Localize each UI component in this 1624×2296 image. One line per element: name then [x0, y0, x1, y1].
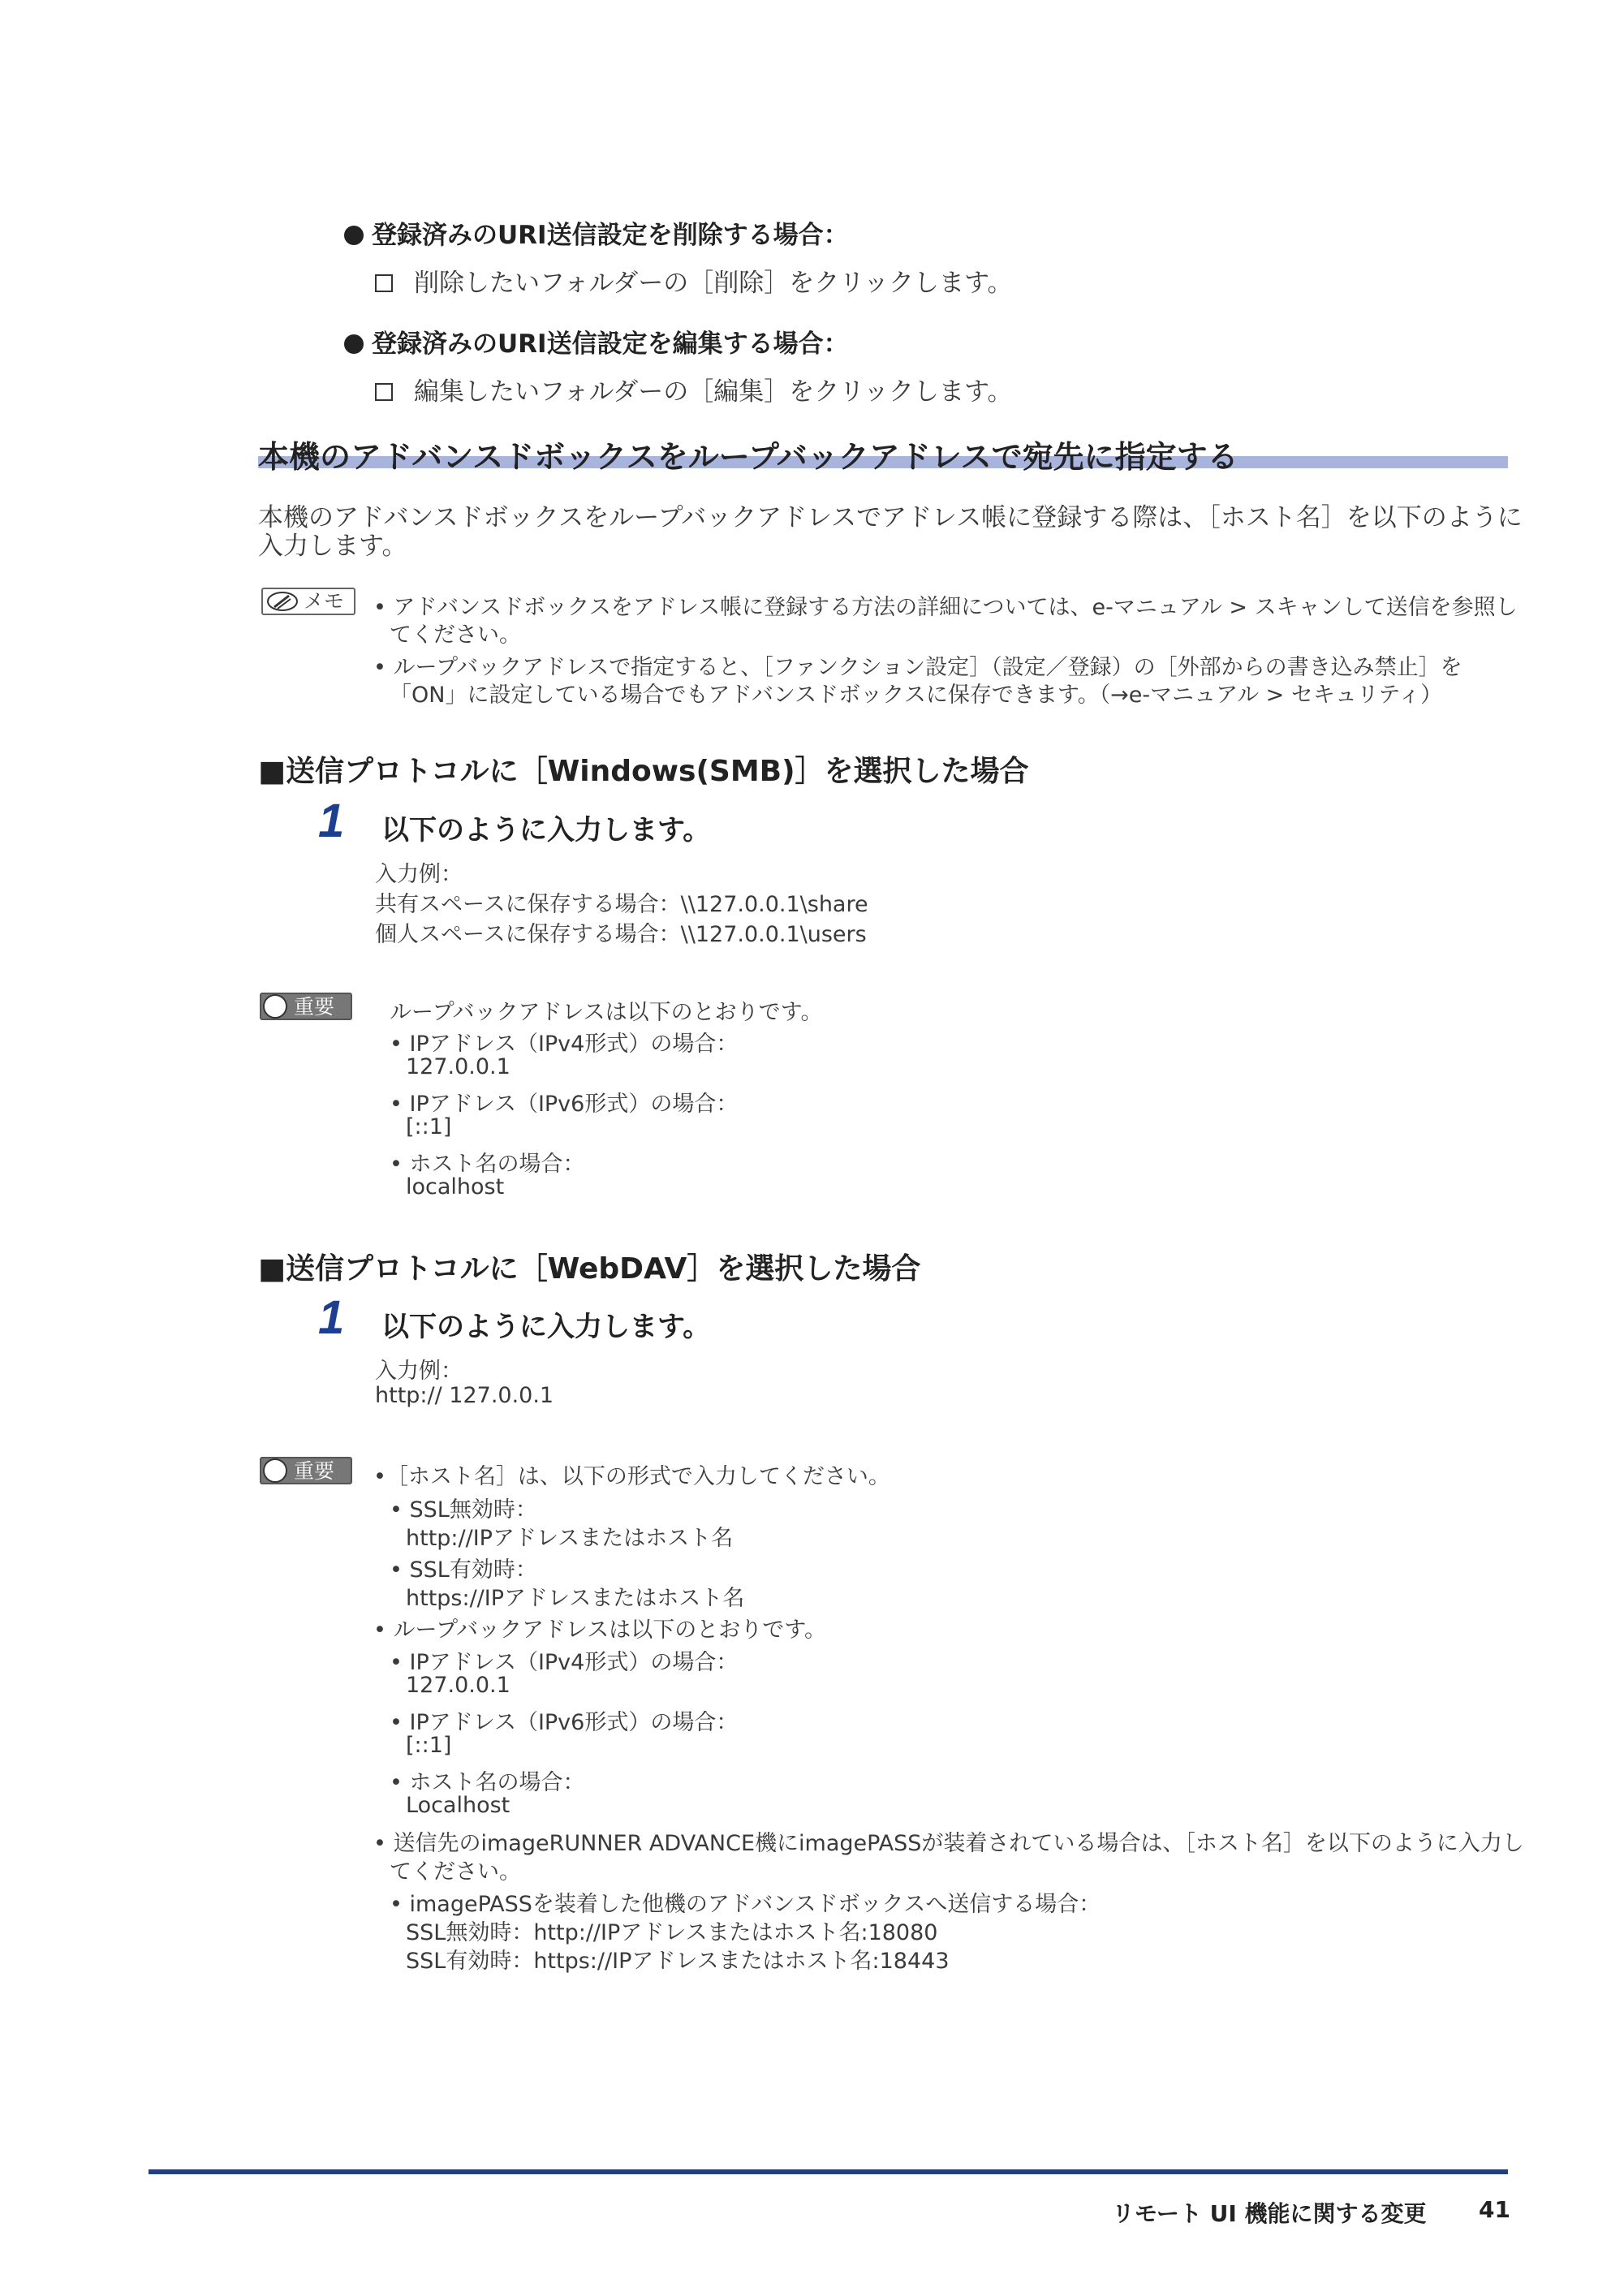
checkbox-square-icon [375, 274, 393, 292]
smb-step-text: 以下のように入力します。 [381, 814, 711, 846]
webdav-example-value: http:// 127.0.0.1 [375, 1383, 554, 1408]
smb-example-shared: 共有スペースに保存する場合：\\127.0.0.1\share [375, 892, 868, 917]
footer-rule [149, 2169, 1508, 2174]
smb-important-host-label: • ホスト名の場合： [390, 1152, 585, 1177]
webdav-imagepass-line-2: てください。 [390, 1859, 521, 1885]
webdav-loop-ipv6-label: • IPアドレス（IPv6形式）の場合： [390, 1710, 739, 1735]
checkbox-square-icon [375, 383, 393, 401]
memo-item-1-line-1: • アドバンスドボックスをアドレス帳に登録する方法の詳細については、e-マニュアル > スキャンして送信を参照し [373, 595, 1518, 620]
webdav-imagepass-line-1: • 送信先のimageRUNNER ADVANCE機にimagePASSが装着されている場合は、［ホスト名］を以下のように入力し [373, 1831, 1524, 1856]
footer-page-number: 41 [1479, 2196, 1510, 2223]
smb-important-host-value: localhost [406, 1174, 505, 1200]
webdav-ssl-off-value: http://IPアドレスまたはホスト名 [406, 1526, 734, 1551]
webdav-loop-intro: • ループバックアドレスは以下のとおりです。 [373, 1618, 827, 1643]
memo-item-1-line-2: てください。 [390, 622, 521, 648]
smb-important-lead: ループバックアドレスは以下のとおりです。 [390, 1000, 823, 1025]
delete-instruction: 削除したいフォルダーの［削除］をクリックします。 [375, 262, 1013, 299]
webdav-loop-ipv4-label: • IPアドレス（IPv4形式）の場合： [390, 1650, 739, 1675]
webdav-loop-ipv6-value: [::1] [406, 1733, 452, 1758]
webdav-host-intro: •［ホスト名］は、以下の形式で入力してください。 [373, 1464, 890, 1489]
smb-example-label: 入力例： [375, 862, 463, 887]
webdav-ssl-off-label: • SSL無効時： [390, 1497, 537, 1523]
webdav-imagepass-sub: • imagePASSを装着した他機のアドバンスドボックスへ送信する場合： [390, 1892, 1101, 1917]
smb-important-badge: 重要 [260, 993, 352, 1020]
smb-important-ipv4-value: 127.0.0.1 [406, 1054, 510, 1079]
smb-important-ipv6-label: • IPアドレス（IPv6形式）の場合： [390, 1092, 739, 1117]
section-lead-line-2: 入力します。 [258, 532, 407, 561]
webdav-imagepass-ssl-on: SSL有効時：https://IPアドレスまたはホスト名:18443 [406, 1949, 950, 1974]
footer-chapter-title: リモート UI 機能に関する変更 [1112, 2200, 1427, 2227]
webdav-step-number: 1 [318, 1291, 345, 1344]
bullet-dot-icon [344, 334, 364, 354]
edit-heading: 登録済みのURI送信設定を編集する場合： [344, 323, 849, 360]
webdav-subsection-title: ■送信プロトコルに［WebDAV］を選択した場合 [258, 1252, 921, 1286]
webdav-ssl-on-value: https://IPアドレスまたはホスト名 [406, 1586, 745, 1611]
memo-item-2-line-2: 「ON」に設定している場合でもアドバンスドボックスに保存できます。（→e-マニュアル > セキュリティ） [390, 683, 1443, 708]
webdav-loop-ipv4-value: 127.0.0.1 [406, 1673, 510, 1698]
hand-stop-icon [263, 994, 287, 1019]
section-lead-line-1: 本機のアドバンスドボックスをループバックアドレスでアドレス帳に登録する際は、［ホスト名］を以下のように [258, 503, 1523, 532]
memo-badge: メモ [261, 588, 355, 615]
webdav-step-text: 以下のように入力します。 [381, 1311, 711, 1343]
hand-stop-icon [263, 1458, 287, 1483]
smb-important-ipv6-value: [::1] [406, 1114, 452, 1139]
pencil-icon [266, 591, 299, 612]
webdav-important-badge: 重要 [260, 1457, 352, 1484]
memo-item-2-line-1: • ループバックアドレスで指定すると、［ファンクション設定］（設定／登録）の［外部からの書き込み禁止］を [373, 655, 1462, 680]
smb-important-ipv4-label: • IPアドレス（IPv4形式）の場合： [390, 1032, 739, 1057]
webdav-example-label: 入力例： [375, 1359, 463, 1384]
delete-heading: 登録済みのURI送信設定を削除する場合： [344, 214, 849, 251]
webdav-loop-host-value: Localhost [406, 1793, 510, 1818]
edit-instruction: 編集したいフォルダーの［編集］をクリックします。 [375, 371, 1013, 407]
webdav-imagepass-ssl-off: SSL無効時：http://IPアドレスまたはホスト名:18080 [406, 1920, 938, 1945]
smb-step-number: 1 [318, 795, 345, 847]
bullet-dot-icon [344, 226, 364, 245]
webdav-ssl-on-label: • SSL有効時： [390, 1557, 537, 1583]
webdav-loop-host-label: • ホスト名の場合： [390, 1770, 585, 1795]
smb-example-personal: 個人スペースに保存する場合：\\127.0.0.1\users [375, 922, 867, 947]
smb-subsection-title: ■送信プロトコルに［Windows(SMB)］を選択した場合 [258, 755, 1029, 788]
section-title: 本機のアドバンスドボックスをループバックアドレスで宛先に指定する [258, 439, 1238, 475]
